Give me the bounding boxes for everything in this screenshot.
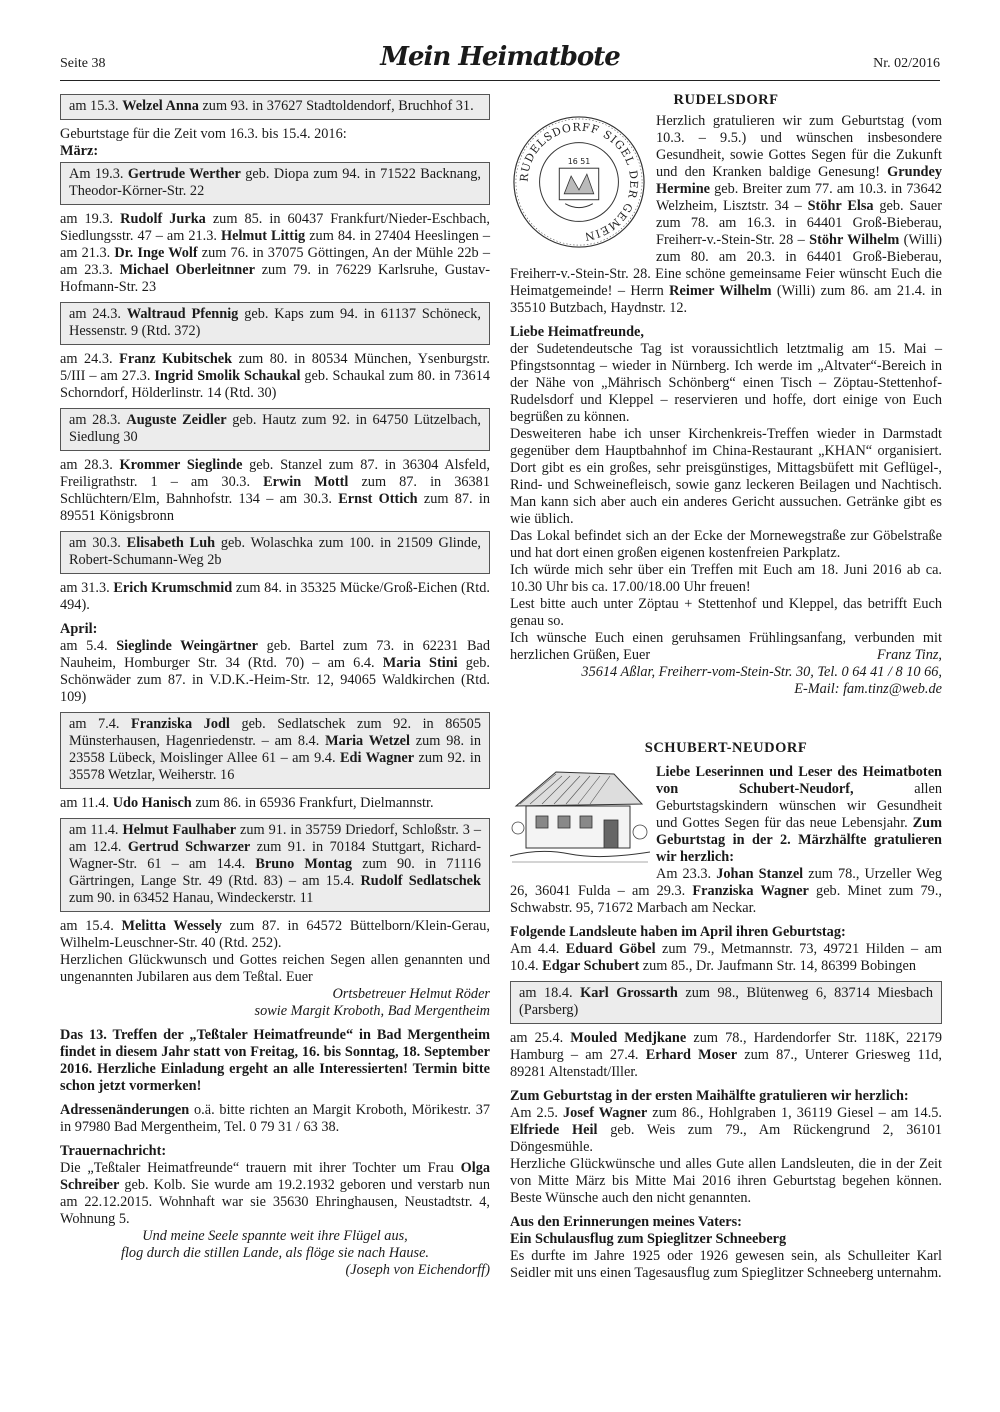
rudelsdorf-seal-image (510, 113, 648, 251)
right-column (510, 92, 942, 1282)
person-name: Helmut Littig (220, 228, 306, 244)
subheading: Zum Geburtstag in der ersten Maihälfte gratulieren wir herzlich: (510, 1088, 909, 1104)
header-rule (60, 80, 940, 81)
person-name: Grundey Hermine (656, 164, 942, 197)
person-name: Stöhr Elsa (807, 198, 874, 214)
body-paragraph: Desweiteren habe ich unser Kirchenkreis-Treffen wieder in Darmstadt gegenüber dem Hauptbahnhof im China-Restaurant „KHAN“ organisiert. Dort gibt es ein großes, sehr preisgünstiges, Mittagsbüfett mit Geflügel-, Rind- und Schweinefleisch, sowie ganz leckeren Beilagen und Nachtisch. Man kann sich aber auch ein anderes Gericht aussuchen. Getränke gibt es wie üblich. (510, 426, 942, 527)
address-notice: Adressenänderungen o.ä. bitte richten an Margit Kroboth, Mörikestr. 37 in 97980 Bad Mergentheim, Tel. 0 79 31 / 63 38. (60, 1102, 490, 1135)
body-paragraph: der Sudetendeutsche Tag ist voraussichtlich letztmalig am 15. Mai – Pfingstsonntag – wieder in Nürnberg. Ich werde im „Altvater“-Bereich in der Nähe von „Mährisch Schönberg“ einen Tisch – Zöptau-Stettenhof-Rudelsdorf und Kleppel – reservieren und hoffe, dort einige von Euch begrüßen zu können. (510, 341, 942, 425)
person-name: Johan Stanzel (716, 866, 804, 882)
body-paragraph: Ich würde mich sehr über ein Treffen mit Euch am 18. Juni 2016 ab ca. 10.30 Uhr bis ca. 17.00/18.00 Uhr freuen! (510, 562, 942, 595)
person-name: Waltraud Pfennig (126, 306, 239, 322)
body-paragraph: Herzliche Glückwünsche und alles Gute allen Landsleuten, die in der Zeit von Mitte März bis Mitte Mai 2016 ihren Geburtstag begehen können. Beste Wünsche auch den nicht genannten. (510, 1156, 942, 1206)
rudelsdorf-birthdays: Herzlich gratulieren wir zum Geburtstag (vom 10.3. – 9.5.) und wünschen insbesondere Gesundheit, sowie Gottes Segen für die Zukunft und den Kranken baldige Genesung! Grundey Hermine geb. Breiter zum 77. am 10.3. in 73642 Welzheim, Lisztstr. 34 – Stöhr Elsa geb. Sauer zum 78. am 16.3. in 64401 Groß-Bieberau, Freiherr-v.-Stein-Str. 28 – Stöhr Wilhelm (Willi) zum 80. am 20.3. in 64401 Groß-Bieberau, Freiherr-v.-Stein-Str. 28. Eine schöne gemeinsame Feier wünscht Euch die Heimatgemeinde! – Herrn Reimer Wilhelm (Willi) zum 86. am 21.4. in 35510 Butzbach, Haydnstr. 12. (510, 113, 942, 316)
greeting-paragraph: Herzlichen Glückwunsch und Gottes reichen Segen allen genannten und ungenannten Jubilaren aus dem Teßtal. Euer (60, 952, 490, 985)
page-number: Seite 38 (60, 56, 106, 71)
person-name: Erwin Mottl (263, 474, 349, 490)
birthday-paragraph: am 28.3. Krommer Sieglinde geb. Stanzel zum 87. in 36304 Alsfeld, Freiligrathstr. 1 – am 30.3. Erwin Mottl zum 87. in 36381 Schlüchtern/Elm, Bahnhofstr. 134 – am 30.3. Ernst Ottich zum 87. in 89551 Königsbronn (60, 457, 490, 524)
person-name: Krommer Sieglinde (119, 457, 243, 473)
birthday-paragraph: am 11.4. Udo Hanisch zum 86. in 65936 Frankfurt, Dielmannstr. (60, 795, 434, 811)
poem-line: flog durch die stillen Lande, als flöge sie nach Hause. (120, 1245, 429, 1261)
person-name: Erich Krumschmid (113, 580, 233, 596)
masthead-logo: Mein Heimatbote (380, 42, 620, 72)
mourning-paragraph: Die „Teßtaler Heimatfreunde“ trauern mit ihrer Tochter um Frau Olga Schreiber geb. Kolb. Sie wurde am 19.2.1932 geboren und verstarb nun am 22.12.2015. Wohnhaft war sie 35630 Ehringhausen, Neustadtstr. 4, Wohnung 5. (60, 1160, 490, 1227)
highlight-box: am 30.3. Elisabeth Luh geb. Wolaschka zum 100. in 21509 Glinde, Robert-Schumann-Weg 2b (60, 531, 490, 574)
greeting-heading: Liebe Heimatfreunde, (510, 324, 644, 340)
schubert-intro: Liebe Leserinnen und Leser des Heimatboten von Schubert-Neudorf, allen Geburtstagskindern wünschen wir Gesundheit und Gottes Segen für das neue Lebensjahr. Zum Geburtstag in der 2. Märzhälfte gratulieren wir herzlich: (656, 764, 943, 865)
person-name: Melitta Wessely (121, 918, 222, 934)
person-name: Rudolf Jurka (120, 211, 206, 227)
birthday-paragraph: Am 23.3. Johan Stanzel zum 78., Urzeller Weg 26, 36041 Fulda – am 29.3. Franziska Wagner geb. Minet zum 79., Schwabstr. 95, 71672 Marbach am Neckar. (510, 866, 942, 916)
person-name: Reimer Wilhelm (669, 283, 772, 299)
highlight-box: Am 19.3. Gertrude Werther geb. Diopa zum 94. in 71522 Backnang, Theodor-Körner-Str. 22 (60, 162, 490, 205)
birthday-paragraph: Am 2.5. Josef Wagner zum 86., Hohlgraben 1, 36119 Giesel – am 14.5. Elfriede Heil geb. Weis zum 79., Am Rückengrund 2, 36101 Döngesmühle. (510, 1105, 942, 1155)
left-column (60, 92, 490, 1279)
highlight-box: am 24.3. Waltraud Pfennig geb. Kaps zum 94. in 61137 Schöneck, Hessenstr. 9 (Rtd. 372) (60, 302, 490, 345)
person-name: Ingrid Smolik Schaukal (154, 368, 301, 384)
poem-line: Und meine Seele spannte weit ihre Flügel aus, (142, 1228, 408, 1244)
subheading: Ein Schulausflug zum Spieglitzer Schneeberg (510, 1231, 787, 1247)
person-name: Stöhr Wilhelm (809, 232, 900, 248)
highlight-box: am 18.4. Karl Grossarth zum 98., Blütenweg 6, 83714 Miesbach (Parsberg) (510, 981, 942, 1024)
birthday-paragraph: am 24.3. Franz Kubitschek zum 80. in 80534 München, Ysenburgstr. 5/III – am 27.3. Ingrid Smolik Schaukal geb. Schaukal zum 80. in 73614 Schorndorf, Hölderlinstr. 14 (Rtd. 30) (60, 351, 491, 401)
person-name: Helmut Faulhaber (122, 822, 237, 838)
person-name: Erhard Moser (645, 1047, 738, 1063)
person-name: Welzel Anna (122, 98, 199, 114)
person-name: Rudolf Sedlatschek (360, 873, 481, 889)
highlight-box: am 11.4. Helmut Faulhaber zum 91. in 35759 Driedorf, Schloßstr. 3 – am 12.4. Gertrud Schwarzer zum 91. in 70184 Stuttgart, Richard-Wagner-Str. 61 – am 14.4. Bruno Montag zum 90. in 71116 Gärtringen, Lange Str. 49 (Rtd. 83) – am 15.4. Rudolf Sedlatschek zum 90. in 63452 Hanau, Windeckerstr. 11 (60, 818, 490, 912)
body-paragraph: Es durfte im Jahre 1925 oder 1926 gewesen sein, als Schulleiter Karl Seidler mit uns einen Tagesausflug zum Spieglitzer Schneeberg unternahm. (510, 1248, 942, 1281)
mourning-heading: Trauernachricht: (60, 1143, 167, 1159)
svg-text:RUDELSDORFF SIGEL DER GEMEIN: RUDELSDORFF SIGEL DER GEMEIN (517, 120, 641, 244)
birthday-paragraph: am 19.3. Rudolf Jurka zum 85. in 60437 Frankfurt/Nieder-Eschbach, Siedlungsstr. 47 – am 21.3. Helmut Littig zum 84. in 27404 Heeslingen – am 21.3. Dr. Inge Wolf zum 76. in 37075 Göttingen, An der Mühle 22b – am 23.3. Michael Oberleitnner zum 79. in 76229 Karlsruhe, Gustav-Hofmann-Str. 23 (60, 211, 490, 295)
body-paragraph: Das Lokal befindet sich an der Ecke der Mornewegstraße zur Göbelstraße und hat dort einen großen eigenen kostenfreien Parkplatz. (510, 528, 942, 561)
person-name: Franziska Wagner (692, 883, 809, 899)
issue-number: Nr. 02/2016 (873, 56, 940, 71)
person-name: Bruno Montag (255, 856, 353, 872)
poem-author: (Joseph von Eichendorff) (345, 1262, 490, 1278)
farmhouse-illustration (510, 764, 650, 868)
highlight-box: am 15.3. Welzel Anna zum 93. in 37627 Stadtoldendorf, Bruchhof 31. (60, 94, 490, 120)
body-paragraph: Lest bitte auch unter Zöptau + Stettenhof und Kleppel, das betrifft Euch genau so. (510, 596, 942, 629)
person-name: Udo Hanisch (112, 795, 192, 811)
person-name: Gertrude Werther (127, 166, 241, 182)
person-name: Maria Wetzel (325, 733, 410, 749)
person-name: Gertrud Schwarzer (127, 839, 251, 855)
person-name: Josef Wagner (563, 1105, 648, 1121)
person-name: Edi Wagner (339, 750, 415, 766)
person-name: Elisabeth Luh (126, 535, 216, 551)
person-name: Michael Oberleitnner (119, 262, 255, 278)
birthday-paragraph: am 5.4. Sieglinde Weingärtner geb. Bartel zum 73. in 62231 Bad Nauheim, Homburger Str. 34 (Rtd. 70) – am 6.4. Maria Stini geb. Schönwäder zum 87. in V.D.K.-Heim-Str. 12, 94065 Waldkirchen (Rtd. 109) (60, 638, 490, 705)
signature: sowie Margit Kroboth, Bad Mergentheim (254, 1003, 490, 1019)
person-name: Dr. Inge Wolf (114, 245, 198, 261)
subheading: Folgende Landsleute haben im April ihren Geburtstag: (510, 924, 846, 940)
person-name: Franz Kubitschek (119, 351, 233, 367)
birthday-intro: Geburtstage für die Zeit vom 16.3. bis 15.4. 2016: (60, 126, 347, 142)
person-name: Auguste Zeidler (126, 412, 227, 428)
person-name: Edgar Schubert (542, 958, 640, 974)
page-header (60, 42, 940, 82)
person-name: Elfriede Heil (510, 1122, 598, 1138)
section-title-schubert-neudorf: SCHUBERT-NEUDORF (644, 740, 808, 756)
person-name: Maria Stini (382, 655, 458, 671)
section-title-rudelsdorf: RUDELSDORF (673, 92, 779, 108)
highlight-box: am 28.3. Auguste Zeidler geb. Hautz zum 92. in 64750 Lützelbach, Siedlung 30 (60, 408, 490, 451)
meeting-notice: Das 13. Treffen der „Teßtaler Heimatfreunde“ in Bad Mergentheim findet in diesem Jahr statt von Freitag, 16. bis Sonntag, 18. September 2016. Herzliche Einladung ergeht an alle Interessierten! Termin bitte schon jetzt vormerken! (60, 1027, 490, 1094)
signature-address: 35614 Aßlar, Freiherr-vom-Stein-Str. 30, Tel. 0 64 41 / 8 10 66, (581, 664, 942, 680)
birthday-paragraph: Am 4.4. Eduard Göbel zum 79., Metmannstr. 73, 49721 Hilden – am 10.4. Edgar Schubert zum 85., Dr. Jaufmann Str. 14, 86399 Bobingen (510, 941, 942, 974)
signature: Ortsbetreuer Helmut Röder (332, 986, 490, 1002)
person-name: Sieglinde Weingärtner (116, 638, 258, 654)
birthday-paragraph: am 15.4. Melitta Wessely zum 87. in 64572 Büttelborn/Klein-Gerau, Wilhelm-Leuschner-Str. 40 (Rtd. 252). (60, 918, 491, 951)
svg-text:16 51: 16 51 (567, 157, 591, 167)
birthday-paragraph: am 25.4. Mouled Medjkane zum 78., Hardendorfer Str. 118K, 22179 Hamburg – am 27.4. Erhard Moser zum 87., Unterer Griesweg 11d, 89281 Altenstadt/Iller. (510, 1030, 943, 1080)
person-name: Mouled Medjkane (570, 1030, 687, 1046)
signature-email: E-Mail: fam.tinz@web.de (794, 681, 942, 697)
person-name: Karl Grossarth (580, 985, 678, 1001)
highlight-box: am 7.4. Franziska Jodl geb. Sedlatschek zum 92. in 86505 Münsterhausen, Hagenriedenstr. – am 8.4. Maria Wetzel zum 98. in 23558 Lübeck, Moislinger Allee 61 – am 9.4. Edi Wagner zum 92. in 35578 Wetzlar, Weiherstr. 16 (60, 712, 490, 789)
person-name: Eduard Göbel (565, 941, 656, 957)
body-paragraph: Ich wünsche Euch einen geruhsamen Frühlingsanfang, verbunden mit herzlichen Grüßen, Euer Franz Tinz, (510, 630, 942, 663)
person-name: Olga Schreiber (60, 1160, 490, 1193)
person-name: Franziska Jodl (130, 716, 230, 732)
birthday-paragraph: am 31.3. Erich Krumschmid zum 84. in 35325 Mücke/Groß-Eichen (Rtd. 494). (60, 580, 490, 613)
month-heading: April: (60, 621, 98, 637)
person-name: Ernst Ottich (338, 491, 418, 507)
subheading: Aus den Erinnerungen meines Vaters: (510, 1214, 742, 1230)
month-heading: März: (60, 143, 99, 159)
